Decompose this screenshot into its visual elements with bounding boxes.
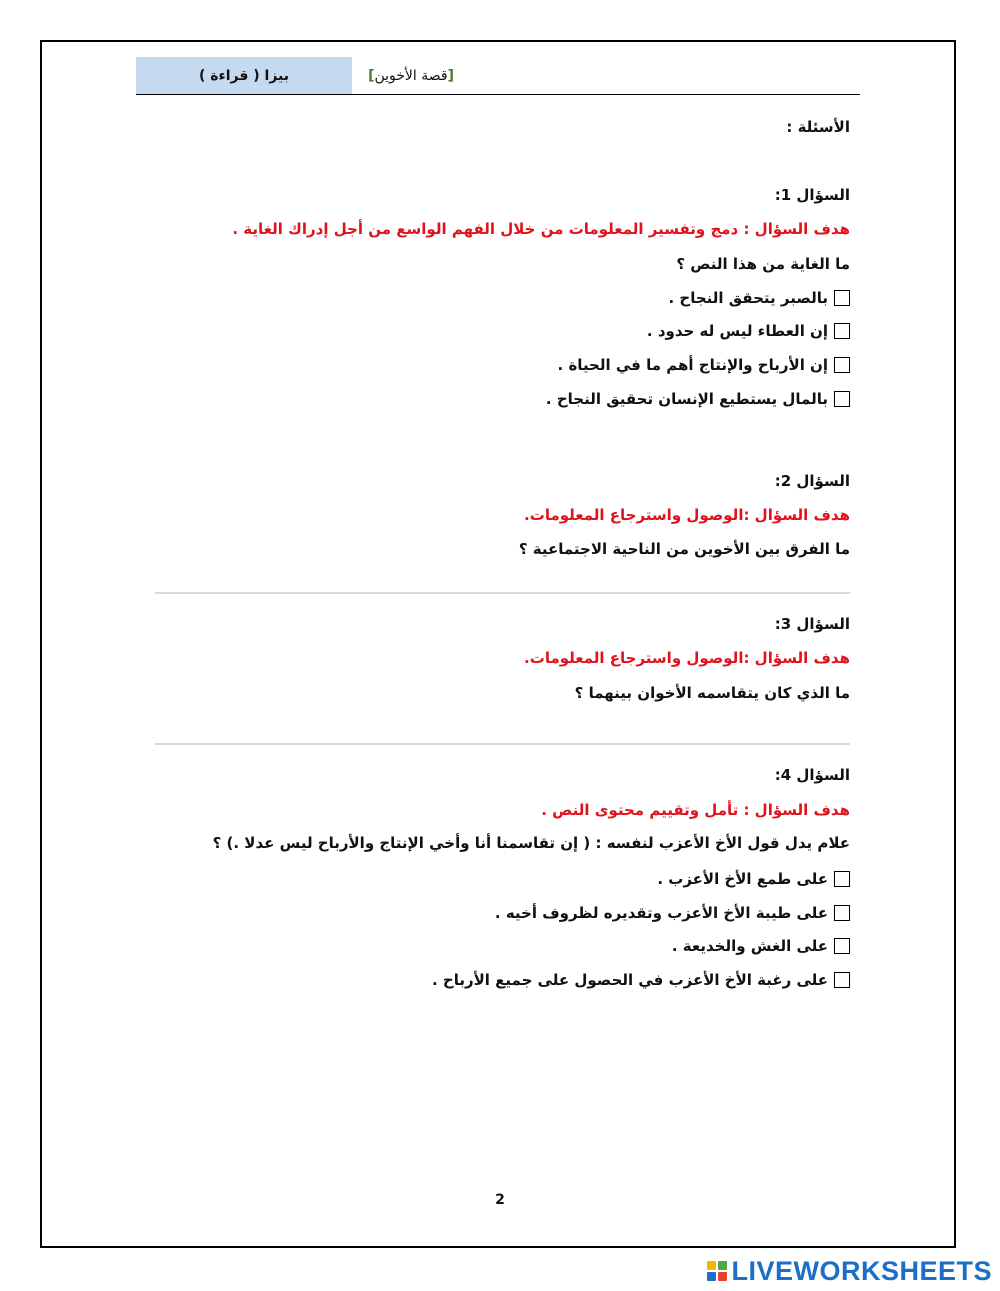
option-label: على الغش والخديعة .	[671, 937, 828, 955]
q4-option-4[interactable]	[150, 971, 850, 989]
q1-option-4[interactable]	[150, 390, 850, 408]
brand-name: LIVEWORKSHEETS	[731, 1255, 992, 1286]
checkbox[interactable]	[834, 905, 850, 921]
option-label: إن الأرباح والإنتاج أهم ما في الحياة .	[557, 356, 828, 374]
q1-option-1[interactable]	[150, 289, 850, 307]
q4-option-1[interactable]	[150, 870, 850, 888]
bracket-close: ]	[447, 67, 454, 84]
checkbox[interactable]	[834, 391, 850, 407]
bracket-open: [	[368, 67, 375, 84]
grid-icon	[707, 1261, 727, 1281]
question-3-prompt: ما الذي كان يتقاسمه الأخوان بينهما ؟	[574, 684, 850, 702]
checkbox[interactable]	[834, 871, 850, 887]
option-label: بالمال يستطيع الإنسان تحقيق النجاح .	[545, 390, 828, 408]
option-label: إن العطاء ليس له حدود .	[646, 322, 828, 340]
checkbox[interactable]	[834, 357, 850, 373]
question-3-goal: هدف السؤال :الوصول واسترجاع المعلومات.	[524, 649, 850, 667]
option-label: بالصبر يتحقق النجاح .	[668, 289, 828, 307]
story-title-text: قصة الأخوين	[374, 67, 448, 84]
question-2-title: السؤال 2:	[774, 472, 850, 490]
brand-logo	[707, 1256, 992, 1286]
q4-option-3[interactable]	[150, 937, 850, 955]
header-band	[136, 57, 860, 95]
question-2-goal: هدف السؤال :الوصول واسترجاع المعلومات.	[524, 506, 850, 524]
question-3-title: السؤال 3:	[774, 615, 850, 633]
question-1-goal: هدف السؤال : دمج وتفسير المعلومات من خلال الفهم الواسع من أجل إدراك الغاية .	[232, 220, 850, 238]
question-1-title: السؤال 1:	[774, 186, 850, 204]
checkbox[interactable]	[834, 972, 850, 988]
section-title: الأسئلة :	[786, 118, 850, 136]
q1-option-2[interactable]	[150, 322, 850, 340]
q4-option-2[interactable]	[150, 904, 850, 922]
header-subject: بيزا ( قراءة )	[136, 57, 352, 94]
question-4-title: السؤال 4:	[774, 766, 850, 784]
question-4-prompt: علام يدل قول الأخ الأعزب لنفسه : ( إن تقاسمنا أنا وأخي الإنتاج والأرباح ليس عدلا .) ؟	[212, 834, 850, 852]
answer-line[interactable]	[155, 592, 850, 594]
question-2-prompt: ما الفرق بين الأخوين من الناحية الاجتماعية ؟	[518, 540, 850, 558]
checkbox[interactable]	[834, 323, 850, 339]
page-number: 2	[495, 1192, 505, 1208]
checkbox[interactable]	[834, 290, 850, 306]
option-label: على طيبة الأخ الأعزب وتقديره لظروف أخيه .	[494, 904, 828, 922]
question-4-goal: هدف السؤال : تأمل وتقييم محتوى النص .	[541, 801, 850, 819]
option-label: على رغبة الأخ الأعزب في الحصول على جميع الأرباح .	[431, 971, 828, 989]
option-label: على طمع الأخ الأعزب .	[657, 870, 828, 888]
checkbox[interactable]	[834, 938, 850, 954]
q1-option-3[interactable]	[150, 356, 850, 374]
answer-line[interactable]	[155, 743, 850, 745]
header-story-title	[368, 57, 454, 94]
question-1-prompt: ما الغاية من هذا النص ؟	[676, 255, 850, 273]
